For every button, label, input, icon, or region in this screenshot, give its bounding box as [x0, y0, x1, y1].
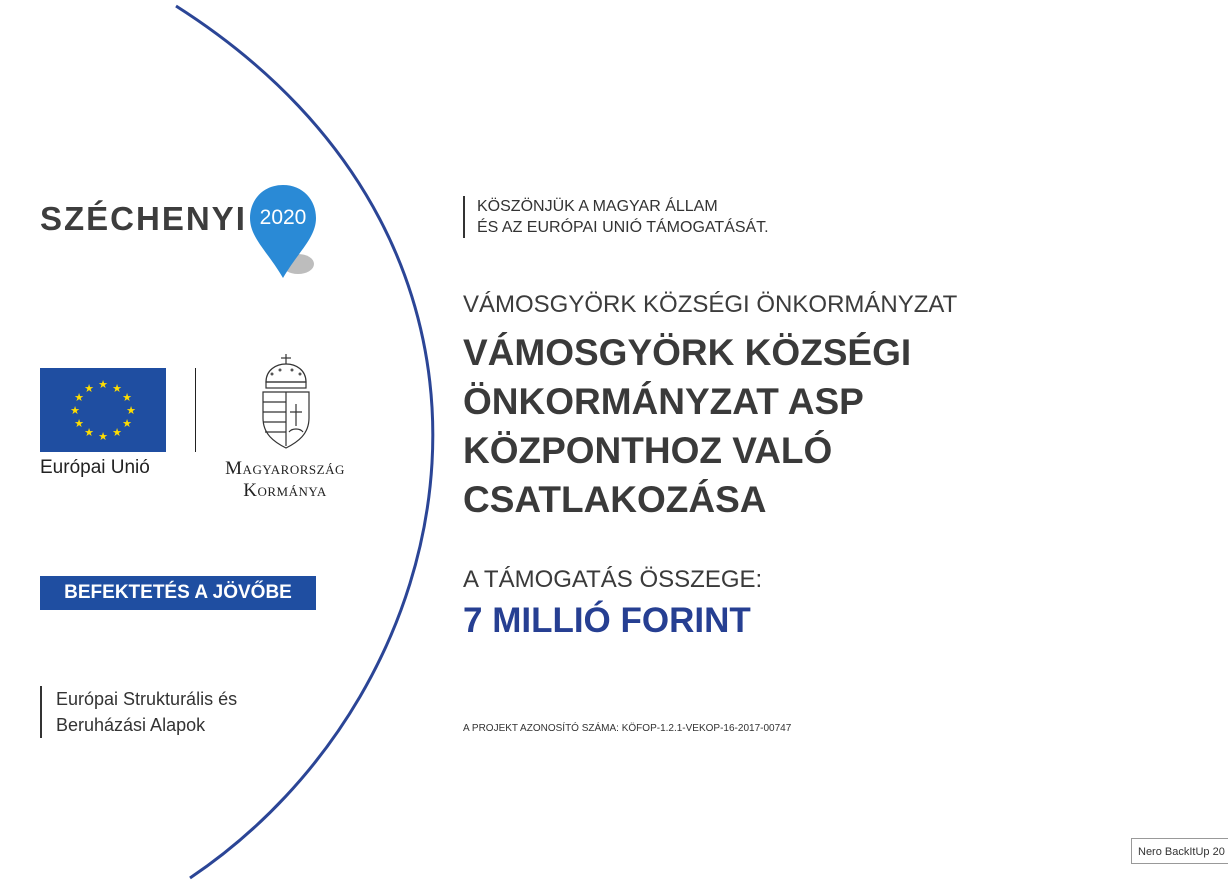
eu-flag-icon: [40, 368, 166, 452]
grant-amount-label: A TÁMOGATÁS ÖSSZEGE:: [463, 566, 763, 593]
eu-label: Európai Unió: [40, 457, 150, 478]
project-id: A PROJEKT AZONOSÍTÓ SZÁMA: KÖFOP-1.2.1-VEKOP-16-2017-00747: [463, 723, 792, 734]
government-label-line1: Magyarország: [225, 458, 345, 479]
svg-text:★: ★: [84, 382, 94, 395]
svg-text:★: ★: [70, 404, 80, 417]
project-title-line: CSATLAKOZÁSA: [463, 479, 767, 520]
svg-text:★: ★: [84, 426, 94, 439]
svg-text:★: ★: [122, 417, 132, 430]
invest-banner: BEFEKTETÉS A JÖVŐBE: [40, 576, 316, 610]
location-pin-icon: [246, 182, 326, 282]
project-title-line: ÖNKORMÁNYZAT ASP: [463, 381, 864, 422]
funds-line2: Beruházási Alapok: [56, 715, 206, 735]
svg-text:★: ★: [112, 382, 122, 395]
project-title-line: VÁMOSGYÖRK KÖZSÉGI: [463, 332, 912, 373]
svg-text:★: ★: [74, 417, 84, 430]
svg-text:★: ★: [126, 404, 136, 417]
thanks-note: [463, 196, 769, 238]
project-title: [463, 328, 1023, 524]
funds-line1: Európai Strukturális és: [56, 689, 238, 709]
svg-text:★: ★: [98, 430, 108, 443]
grant-amount-value: 7 MILLIÓ FORINT: [463, 601, 751, 640]
government-label: [200, 458, 370, 502]
svg-text:★: ★: [112, 426, 122, 439]
logo-divider: [195, 368, 196, 452]
szechenyi-wordmark: SZÉCHENYI: [40, 200, 247, 237]
program-year: 2020: [259, 206, 307, 229]
thanks-line1: KÖSZÖNJÜK A MAGYAR ÁLLAM: [477, 198, 718, 215]
project-title-line: KÖZPONTHOZ VALÓ: [463, 430, 833, 471]
svg-text:★: ★: [122, 391, 132, 404]
beneficiary-name: VÁMOSGYÖRK KÖZSÉGI ÖNKORMÁNYZAT: [463, 291, 958, 318]
government-label-line2: Kormánya: [243, 480, 327, 501]
svg-text:★: ★: [98, 378, 108, 391]
svg-text:★: ★: [74, 391, 84, 404]
funds-label: [40, 686, 237, 738]
nero-backitup-notification[interactable]: Nero BackItUp 20: [1131, 838, 1228, 864]
thanks-line2: ÉS AZ EURÓPAI UNIÓ TÁMOGATÁSÁT.: [477, 219, 769, 236]
hungarian-coat-of-arms-icon: [256, 352, 316, 450]
